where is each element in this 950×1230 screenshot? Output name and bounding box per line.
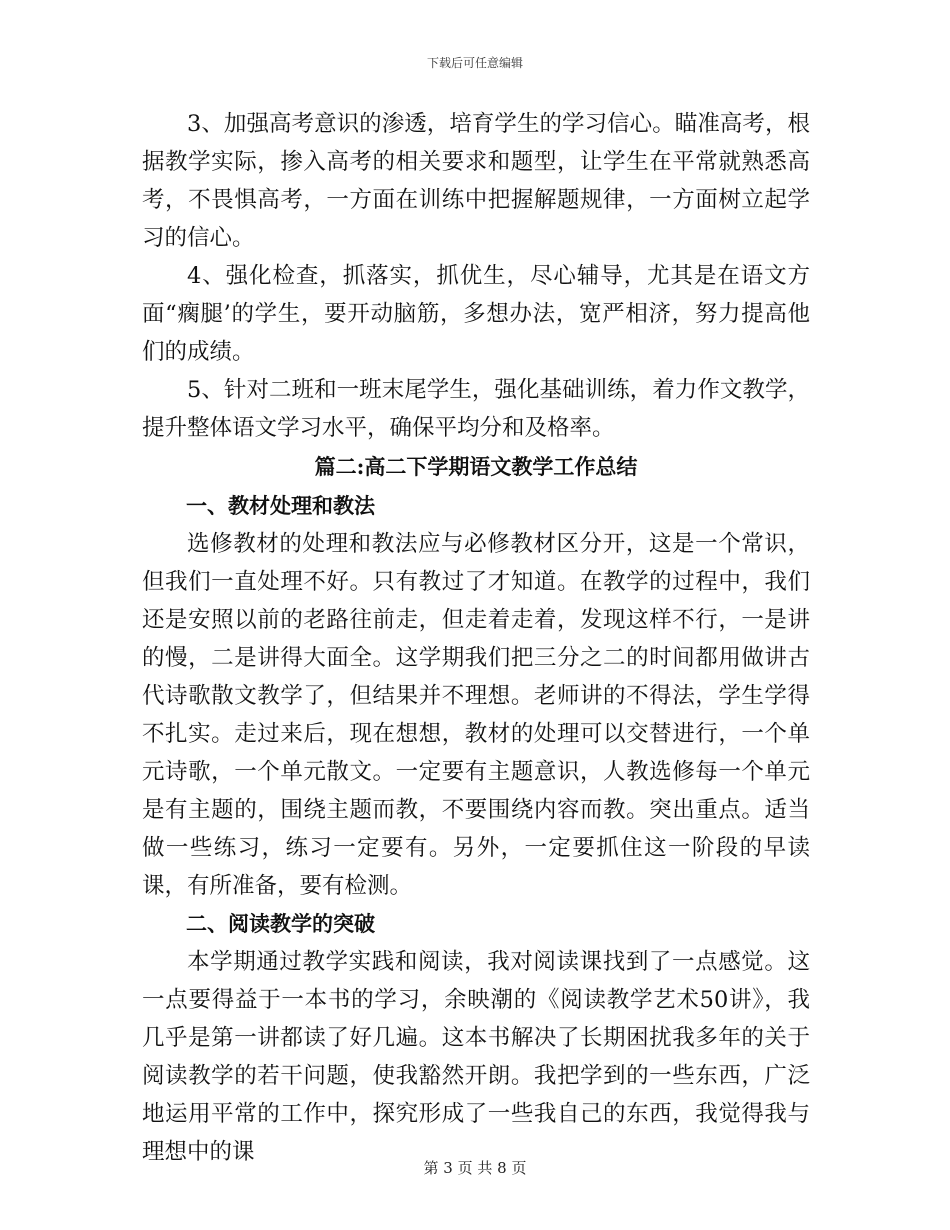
heading-textbook-handling: 一、教材处理和教法 (186, 493, 375, 518)
page-footer: 第 3 页 共 8 页 (423, 1159, 527, 1177)
heading-reading-teaching: 二、阅读教学的突破 (186, 911, 375, 936)
section-title: 篇二:高二下学期语文教学工作总结 (314, 454, 638, 479)
page-header: 下载后可任意编辑 (426, 56, 523, 70)
paragraph-reading-teaching: 本学期通过教学实践和阅读，我对阅读课找到了一点感觉。这一点要得益于一本书的学习，余映潮的《阅读教学艺术50讲》，我几乎是第一讲都读了好几遍。这本书解决了长期困扰我多年的关于阅读教学的若干问题，使我豁然开朗。我把学到的一些东西，广泛地运用平常的工作中，探究形成了一些我自己的东西，我觉得我与理想中的课 (142, 949, 810, 1165)
paragraph-item-4: 4、强化检查，抓落实，抓优生，尽心辅导，尤其是在语文方面“瘸腿’的学生，要开动脑筋，多想办法，宽严相济，努力提高他们的成绩。 (142, 263, 810, 365)
paragraph-item-5: 5、针对二班和一班末尾学生，强化基础训练，着力作文教学，提升整体语文学习水平，确保平均分和及格率。 (142, 377, 810, 441)
paragraph-textbook-handling: 选修教材的处理和教法应与必修教材区分开，这是一个常识，但我们一直处理不好。只有教过了才知道。在教学的过程中，我们还是安照以前的老路往前走，但走着走着，发现这样不行，一是讲的慢，二是讲得大面全。这学期我们把三分之二的时间都用做讲古代诗歌散文教学了，但结果并不理想。老师讲的不得法，学生学得不扎实。走过来后，现在想想，教材的处理可以交替进行，一个单元诗歌，一个单元散文。一定要有主题意识，人教选修每一个单元是有主题的，围绕主题而教，不要围绕内容而教。突出重点。适当做一些练习，练习一定要有。另外，一定要抓住这一阶段的早读课，有所准备，要有检测。 (142, 531, 810, 899)
document-body (142, 105, 810, 1171)
paragraph-item-3: 3、加强高考意识的渗透，培育学生的学习信心。瞄准高考，根据教学实际，掺入高考的相关要求和题型，让学生在平常就熟悉高考，不畏惧高考，一方面在训练中把握解题规律，一方面树立起学习的信心。 (142, 111, 810, 251)
